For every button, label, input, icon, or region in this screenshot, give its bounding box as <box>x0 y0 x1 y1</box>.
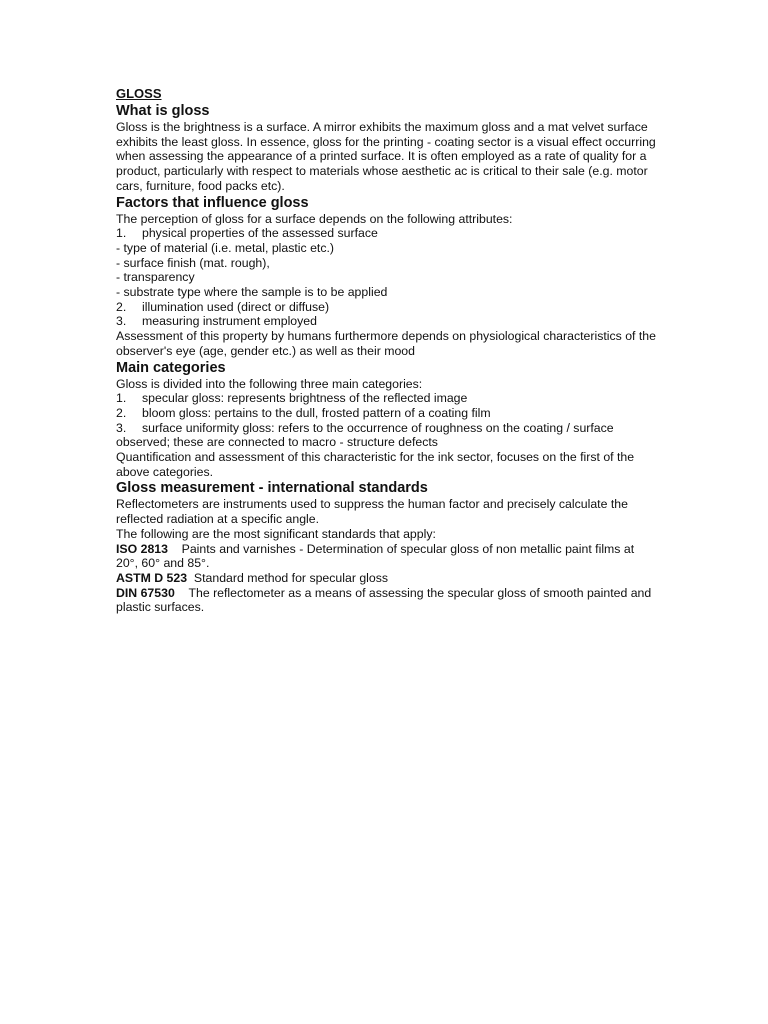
document-page <box>116 86 656 615</box>
list-number: 2. <box>116 405 127 420</box>
factors-list-item-1 <box>116 226 656 241</box>
standard-code: ASTM D 523 <box>116 570 188 585</box>
list-number: 3. <box>116 314 127 329</box>
measurement-intro: Reflectometers are instruments used to suppress the human factor and precisely calculate the reflected radiation at a specific angle. <box>116 497 628 527</box>
factors-closing: Assessment of this property by humans furthermore depends on physiological characteristics of the observer's eye (age, gender etc.) as well as their mood <box>116 329 656 358</box>
categories-intro: Gloss is divided into the following three main categories: <box>116 376 423 391</box>
categories-closing: Quantification and assessment of this characteristic for the ink sector, focuses on the first of the above categories. <box>116 450 635 479</box>
standard-description: Paints and varnishes - Determination of specular gloss of non metallic paint films at 20°, 60° and 85°. <box>116 541 635 571</box>
standard-code: DIN 67530 <box>116 585 175 600</box>
standard-description: The reflectometer as a means of assessing the specular gloss of smooth painted and plastic surfaces. <box>116 585 652 615</box>
factors-sub-item-4: - substrate type where the sample is to be applied <box>116 285 388 300</box>
list-item-text: specular gloss: represents brightness of the reflected image <box>142 391 468 406</box>
list-item-text: illumination used (direct or diffuse) <box>142 299 330 314</box>
factors-sub-item-3: - transparency <box>116 270 195 285</box>
categories-list-item-3 <box>116 421 656 450</box>
list-item-text: physical properties of the assessed surface <box>142 226 378 241</box>
list-item-text: measuring instrument employed <box>142 314 317 329</box>
standard-iso-2813 <box>116 542 656 571</box>
list-number: 3. <box>116 420 127 435</box>
standards-intro: The following are the most significant standards that apply: <box>116 526 436 541</box>
list-number: 1. <box>116 391 127 406</box>
factors-intro: The perception of gloss for a surface depends on the following attributes: <box>116 211 513 226</box>
factors-list-item-3 <box>116 314 656 329</box>
heading-factors: Factors that influence gloss <box>116 194 309 211</box>
standard-code: ISO 2813 <box>116 541 168 556</box>
list-number: 2. <box>116 299 127 314</box>
factors-list-item-2 <box>116 300 656 315</box>
categories-list-item-1 <box>116 391 656 406</box>
categories-list-item-2 <box>116 406 656 421</box>
factors-sub-item-1: - type of material (i.e. metal, plastic etc.) <box>116 240 334 255</box>
list-item-text: surface uniformity gloss: refers to the occurrence of roughness on the coating / surface observed; these are connected to macro - structure defects <box>116 420 614 450</box>
standard-description: Standard method for specular gloss <box>193 570 389 585</box>
standard-din-67530 <box>116 586 656 615</box>
document-title: GLOSS <box>116 86 162 101</box>
list-item-text: bloom gloss: pertains to the dull, frosted pattern of a coating film <box>142 405 491 420</box>
list-number: 1. <box>116 226 127 241</box>
heading-what-is-gloss: What is gloss <box>116 103 210 119</box>
factors-sub-item-2: - surface finish (mat. rough), <box>116 255 270 270</box>
standard-astm-d-523 <box>116 571 656 586</box>
heading-gloss-measurement: Gloss measurement - international standards <box>116 480 428 497</box>
paragraph-what-is-gloss: Gloss is the brightness is a surface. A mirror exhibits the maximum gloss and a mat velvet surface exhibits the least gloss. In essence, gloss for the printing - coating sector is a visual effect occurring when assessing the appearance of a printed surface. It is often employed as a rate of quality for a product, particularly with respect to materials whose aesthetic ac is critical to their sale (e.g. motor cars, furniture, food packs etc). <box>116 120 656 193</box>
heading-main-categories: Main categories <box>116 359 226 376</box>
